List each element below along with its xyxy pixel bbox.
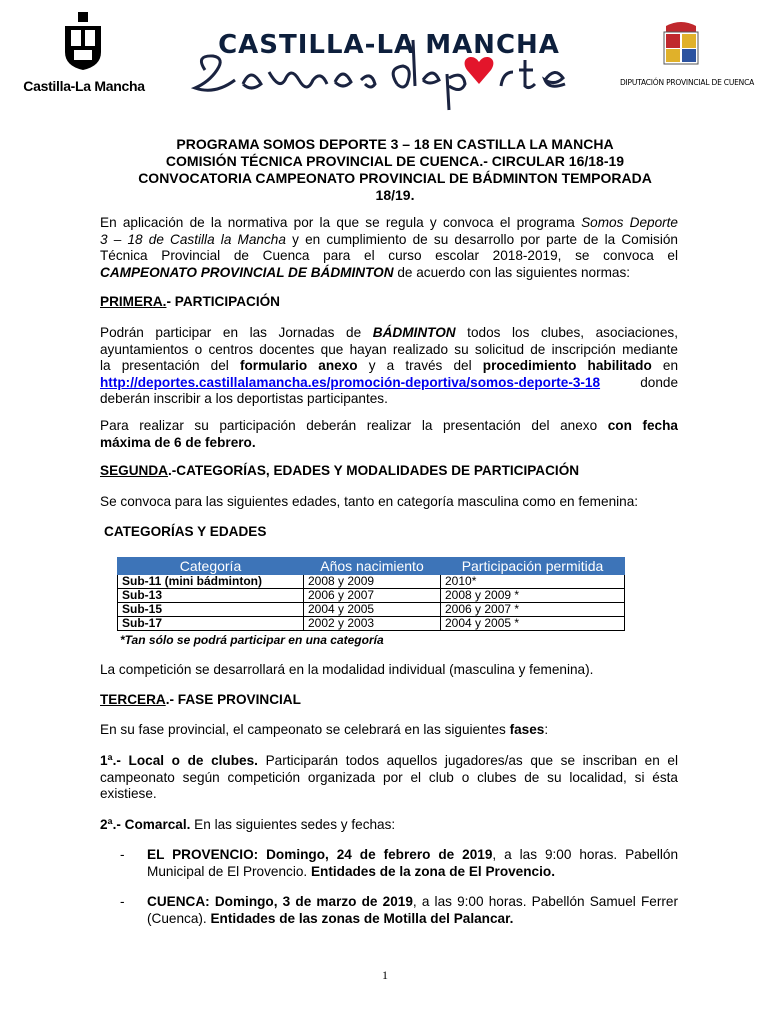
table-cell: 2004 y 2005	[304, 603, 441, 617]
table-cell: 2010*	[441, 575, 625, 589]
table-row	[118, 575, 625, 589]
table-cell: 2002 y 2003	[304, 617, 441, 631]
sede-cuenca: CUENCA: Domingo, 3 de marzo de 2019, a las 9:00 horas. Pabellón Samuel Ferrer (Cuenca). Entidades de las zonas de Motilla del Palancar.	[147, 894, 678, 926]
fase-comarcal-paragraph: 2ª.- Comarcal. En las siguientes sedes y fechas:	[100, 817, 396, 832]
castilla-la-mancha-logo	[14, 12, 154, 100]
section-tercera-title: TERCERA.- FASE PROVINCIAL	[100, 692, 301, 707]
page-number: 1	[382, 968, 388, 982]
categories-table-wrap	[117, 557, 625, 631]
table-row	[118, 589, 625, 603]
bullet-marker: -	[120, 847, 125, 862]
categorias-subtitle: CATEGORÍAS Y EDADES	[104, 524, 267, 539]
table-cell: Sub-17	[118, 617, 304, 631]
table-header-cell: Participación permitida	[441, 558, 625, 575]
somos-deporte-link[interactable]: http://deportes.castillalamancha.es/promoción-deportiva/somos-deporte-3-18	[100, 374, 601, 390]
heading-line-3: CONVOCATORIA CAMPEONATO PROVINCIAL DE BÁDMINTON TEMPORADA	[138, 170, 652, 186]
heading-line-2: COMISIÓN TÉCNICA PROVINCIAL DE CUENCA.- CIRCULAR 16/18-19	[165, 153, 625, 169]
table-row	[118, 603, 625, 617]
left-logo-label: Castilla-La Mancha	[23, 78, 145, 94]
table-row	[118, 617, 625, 631]
table-note: *Tan sólo se podrá participar en una categoría	[120, 633, 384, 647]
table-cell: Sub-15	[118, 603, 304, 617]
right-logo-label: DIPUTACIÓN PROVINCIAL DE CUENCA	[619, 78, 755, 87]
heading-line-4: 18/19.	[375, 187, 415, 203]
intro-paragraph: En aplicación de la normativa por la que se regula y convoca el programa Somos Deporte 3 – 18 de Castilla la Mancha y en cumplimiento de su desarrollo por parte de la Comisión Técnica Provincial de Cuenca para el curso escolar 2018-2019, se convoca el CAMPEONATO PROVINCIAL DE BÁDMINTON de acuerdo con las siguientes normas:	[100, 215, 678, 280]
banner-title: CASTILLA-LA MANCHA	[218, 30, 560, 60]
table-header-row	[118, 558, 625, 575]
regional-shield-icon	[61, 12, 105, 72]
table-cell: 2008 y 2009	[304, 575, 441, 589]
table-header-cell: Años nacimiento	[304, 558, 441, 575]
sede-el-provencio: EL PROVENCIO: Domingo, 24 de febrero de 2019, a las 9:00 horas. Pabellón Municipal de El Provencio. Entidades de la zona de El Provencio.	[147, 847, 679, 879]
table-cell: 2006 y 2007	[304, 589, 441, 603]
page-header	[0, 0, 770, 115]
table-cell: 2006 y 2007 *	[441, 603, 625, 617]
modalidad-paragraph: La competición se desarrollará en la modalidad individual (masculina y femenina).	[100, 662, 594, 677]
primera-paragraph-1: Podrán participar en las Jornadas de BÁDMINTON todos los clubes, asociaciones, ayuntamientos o centros docentes que hayan realizado su solicitud de inscripción mediante la presentación del formulario anexo y a través del procedimiento habilitado en http://deportes.castillalamancha.es/promoción-deportiva/somos-deporte-3-18 donde deberán inscribir a los deportistas participantes.	[100, 325, 678, 406]
table-cell: 2004 y 2005 *	[441, 617, 625, 631]
section-segunda-title: SEGUNDA.-CATEGORÍAS, EDADES Y MODALIDADES DE PARTICIPACIÓN	[100, 463, 580, 478]
somos-deporte-script-logo	[165, 0, 613, 112]
segunda-paragraph: Se convoca para las siguientes edades, tanto en categoría masculina como en femenina:	[100, 494, 639, 509]
bullet-marker: -	[120, 894, 125, 909]
table-cell: Sub-11 (mini bádminton)	[118, 575, 304, 589]
diputacion-cuenca-logo	[612, 20, 762, 100]
fase-local-paragraph: 1ª.- Local o de clubes. Participarán todos aquellos jugadores/as que se inscriban en el campeonato según competición organizada por el club o clubes de su localidad, si ésta existiese.	[100, 753, 679, 801]
table-cell: 2008 y 2009 *	[441, 589, 625, 603]
tercera-paragraph: En su fase provincial, el campeonato se celebrará en las siguientes fases:	[100, 722, 549, 737]
table-header-cell: Categoría	[118, 558, 304, 575]
categories-table	[117, 557, 625, 631]
somos-deporte-banner	[165, 0, 613, 112]
table-cell: Sub-13	[118, 589, 304, 603]
heading-line-1: PROGRAMA SOMOS DEPORTE 3 – 18 EN CASTILLA LA MANCHA	[176, 136, 614, 152]
primera-paragraph-2: Para realizar su participación deberán realizar la presentación del anexo con fecha máxima de 6 de febrero.	[100, 418, 678, 450]
section-primera-title: PRIMERA.- PARTICIPACIÓN	[100, 294, 280, 309]
provincial-crest-icon	[656, 20, 706, 72]
